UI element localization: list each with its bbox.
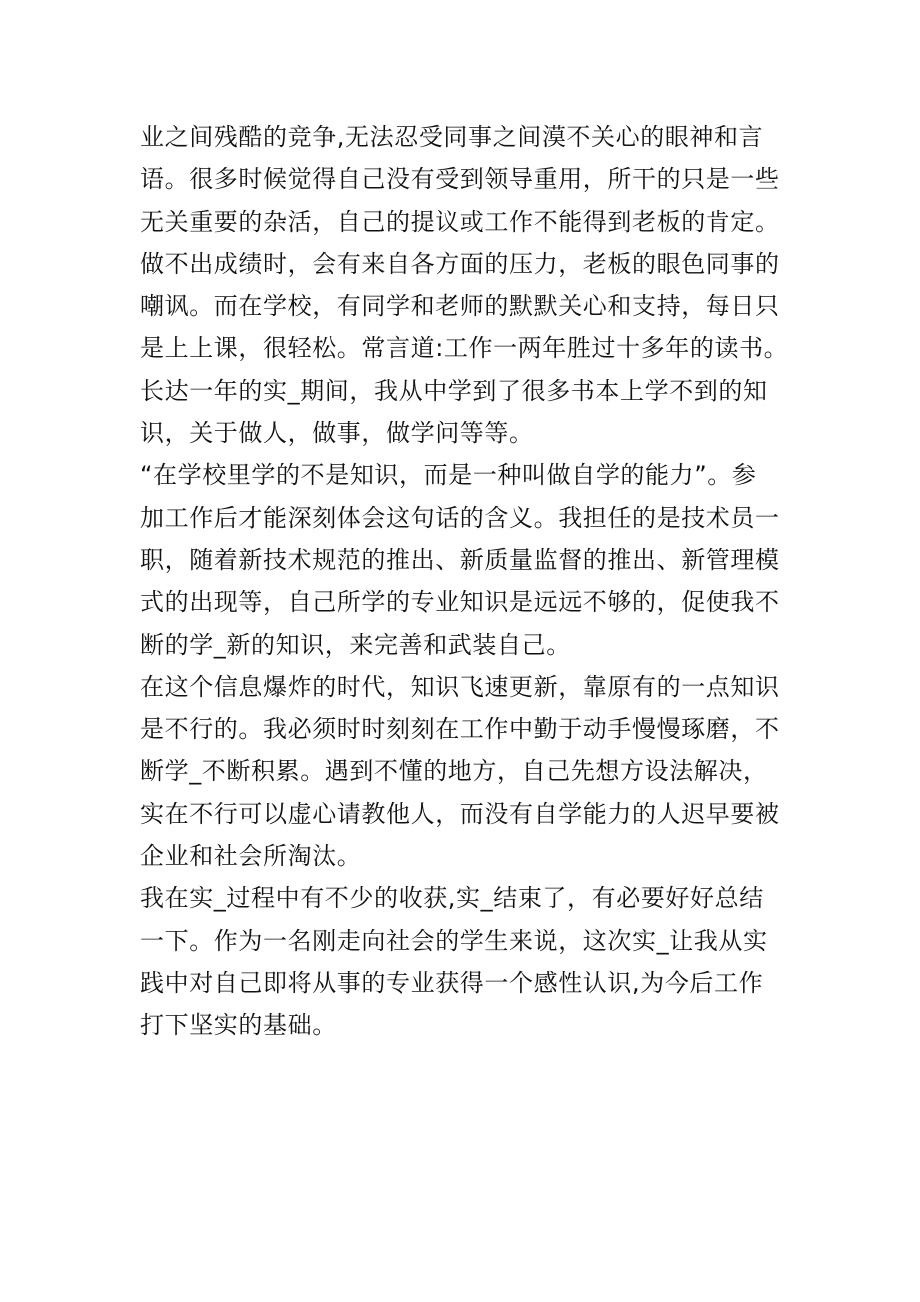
text-line: 是上上课，很轻松。常言道:工作一两年胜过十多年的读书。 — [140, 334, 789, 363]
text-line: 做不出成绩时，会有来自各方面的压力，老板的眼色同事的 — [140, 249, 780, 278]
text-line: 语。很多时候觉得自己没有受到领导重用，所干的只是一些 — [140, 165, 780, 194]
text-line: 加工作后才能深刻体会这句话的含义。我担任的是技术员一 — [140, 503, 780, 532]
text-line: 式的出现等，自己所学的专业知识是远远不够的，促使我不 — [140, 588, 780, 617]
text-line: 打下坚实的基础。 — [140, 1011, 337, 1040]
text-line: 断的学_新的知识，来完善和武装自己。 — [140, 630, 571, 659]
text-line: 实在不行可以虚心请教他人，而没有自学能力的人迟早要被 — [140, 799, 780, 828]
text-line: 长达一年的实_期间，我从中学到了很多书本上学不到的知 — [140, 376, 768, 405]
text-line: 一下。作为一名刚走向社会的学生来说，这次实_让我从实 — [140, 926, 768, 955]
text-line: 践中对自己即将从事的专业获得一个感性认识,为今后工作 — [140, 968, 764, 997]
text-line: 嘲讽。而在学校，有同学和老师的默默关心和支持，每日只 — [140, 292, 780, 321]
text-line: 无关重要的杂活，自己的提议或工作不能得到老板的肯定。 — [140, 207, 780, 236]
text-line: 断学_不断积累。遇到不懂的地方，自己先想方设法解决， — [140, 757, 768, 786]
body-text — [140, 116, 800, 1047]
text-line: 我在实_过程中有不少的收获,实_结束了，有必要好好总结 — [140, 884, 764, 913]
text-line: 识，关于做人，做事，做学问等等。 — [140, 419, 534, 448]
text-line: 在这个信息爆炸的时代，知识飞速更新，靠原有的一点知识 — [140, 672, 780, 701]
text-line: 业之间残酷的竞争,无法忍受同事之间漠不关心的眼神和言 — [140, 123, 764, 151]
text-line: “在学校里学的不是知识，而是一种叫做自学的能力”。参 — [140, 461, 757, 490]
text-line: 企业和社会所淘汰。 — [140, 842, 362, 871]
text-line: 职，随着新技术规范的推出、新质量监督的推出、新管理模 — [140, 545, 780, 574]
text-line: 是不行的。我必须时时刻刻在工作中勤于动手慢慢琢磨，不 — [140, 715, 780, 744]
